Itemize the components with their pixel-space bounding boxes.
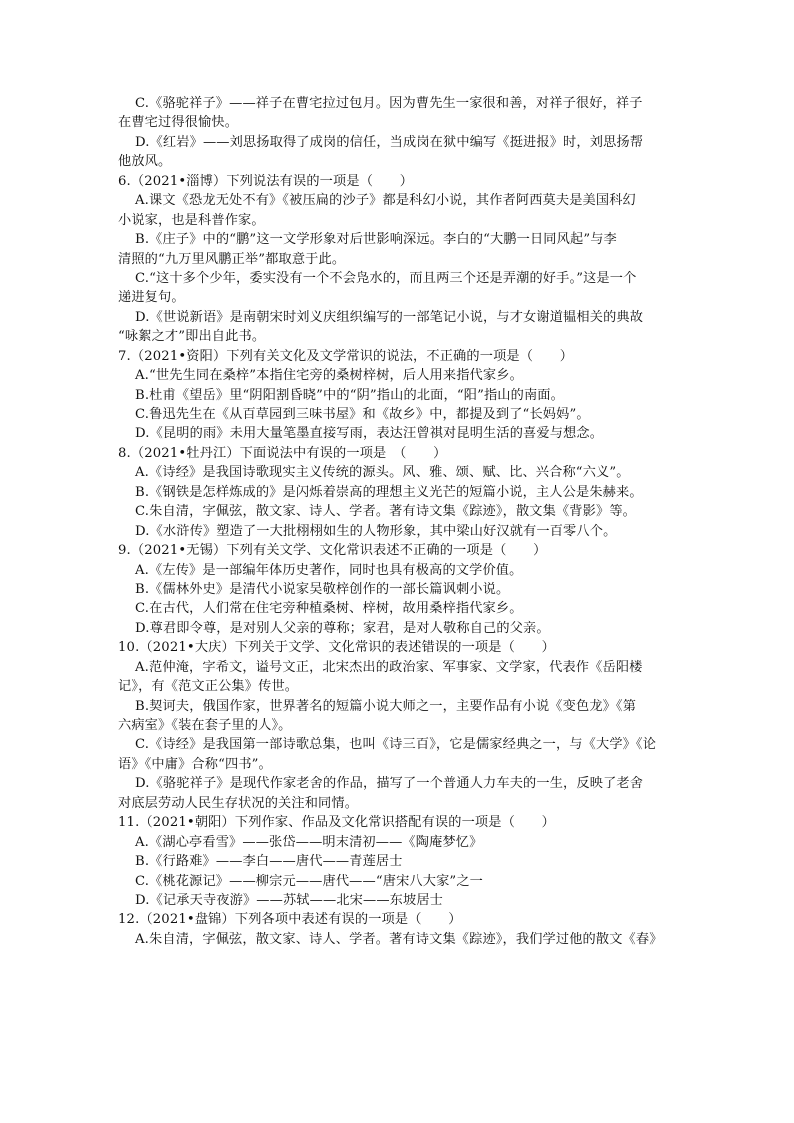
option-line: B.杜甫《望岳》里“阴阳割昏晓”中的“阴”指山的北面，“阳”指山的南面。 [135,387,564,403]
continuation-line: 语》《中庸》合称“四书”。 [118,756,272,772]
option-line: C.《骆驼祥子》——祥子在曹宅拉过包月。因为曹先生一家很和善，对祥子很好，祥子 [135,96,643,111]
option-line: D.《水浒传》塑造了一大批栩栩如生的人物形象，其中梁山好汉就有一百零八个。 [135,523,617,539]
question-line: 11.（2021•朝阳）下列作家、作品及文化常识搭配有误的一项是（ ） [118,815,555,831]
continuation-line: 小说家，也是科普作家。 [118,212,265,228]
option-line: D.《记承天寺夜游》——苏轼——北宋——东坡居士 [135,892,444,908]
option-line: A.“世先生同在桑梓”本指住宅旁的桑树梓树，后人用来指代家乡。 [135,368,523,384]
option-line: A.课文《恐龙无处不有》《被压扁的沙子》都是科幻小说，其作者阿西莫夫是美国科幻 [135,193,636,209]
option-line: D.尊君即令尊，是对别人父亲的尊称；家君，是对人敬称自己的父亲。 [135,620,550,636]
option-line: A.《诗经》是我国诗歌现实主义传统的源头。风、雅、颂、赋、比、兴合称“六义”。 [135,465,630,481]
continuation-line: 六病室》《装在套子里的人》。 [118,718,292,733]
question-line: 8.（2021•牡丹江）下面说法中有误的一项是 （ ） [118,445,447,461]
option-line: A.朱自清，字佩弦，散文家、诗人、学者。著有诗文集《踪迹》，我们学过他的散文《春》 [135,931,663,947]
continuation-line: “咏絮之才”即出自此书。 [118,329,266,345]
continuation-line: 记》，有《范文正公集》传世。 [118,679,299,695]
continuation-line: 对底层劳动人民生存状况的关注和同情。 [118,795,359,811]
option-line: C.“这十多个少年，委实没有一个不会凫水的，而且两三个还是弄潮的好手。”这是一个 [135,270,637,286]
option-line: C.《桃花源记》——柳宗元——唐代——“唐宋八大家”之一 [135,873,483,889]
continuation-line: 清照的“九万里风鹏正举”都取意于此。 [118,251,346,267]
option-line: B.《庄子》中的“鹏”这一文学形象对后世影响深远。李白的“大鹏一日同风起”与李 [135,232,617,248]
continuation-line: 递进复句。 [118,290,185,306]
option-line: D.《世说新语》是南朝宋时刘义庆组织编写的一部笔记小说，与才女谢道韫相关的典故 [135,309,644,325]
option-line: D.《红岩》——刘思扬取得了成岗的信任，当成岗在狱中编写《挺进报》时，刘思扬帮 [135,134,644,150]
question-line: 7.（2021•资阳）下列有关文化及文学常识的说法，不正确的一项是（ ） [118,348,574,364]
option-line: C.在古代，人们常在住宅旁种植桑树、梓树，故用桑梓指代家乡。 [135,601,523,617]
option-line: A.《左传》是一部编年体历史著作，同时也具有极高的文学价值。 [135,562,523,578]
question-line: 10.（2021•大庆）下列关于文学、文化常识的表述错误的一项是（ ） [118,640,555,656]
option-line: A.范仲淹，字希文，谥号文正，北宋杰出的政治家、军事家、文学家，代表作《岳阳楼 [135,659,643,675]
option-line: B.《行路难》——李白——唐代——青莲居士 [135,854,403,870]
option-line: D.《昆明的雨》未用大量笔墨直接写雨，表达汪曾祺对昆明生活的喜爱与想念。 [135,426,604,442]
option-line: C.鲁迅先生在《从百草园到三味书屋》和《故乡》中，都提及到了“长妈妈”。 [135,407,590,422]
question-line: 6.（2021•淄博）下列说法有误的一项是（ ） [118,173,414,189]
option-line: C.朱自清，字佩弦，散文家、诗人、学者。著有诗文集《踪迹》，散文集《背影》等。 [135,504,636,520]
option-line: A.《湖心亭看雪》——张岱——明末清初——《陶庵梦忆》 [135,834,483,850]
option-line: B.契诃夫，俄国作家，世界著名的短篇小说大师之一，主要作品有小说《变色龙》《第 [135,698,637,714]
question-line: 12.（2021•盘锦）下列各项中表述有误的一项是（ ） [118,912,462,928]
option-line: C.《诗经》是我国第一部诗歌总集，也叫《诗三百》，它是儒家经典之一，与《大学》《论 [135,737,657,753]
option-line: B.《儒林外史》是清代小说家吴敬梓创作的一部长篇讽刺小说。 [135,581,510,597]
continuation-line: 在曹宅过得很愉快。 [118,115,239,131]
option-line: D.《骆驼祥子》是现代作家老舍的作品，描写了一个普通人力车夫的一生，反映了老舍 [135,776,644,792]
question-line: 9.（2021•无锡）下列有关文学、文化常识表述不正确的一项是（ ） [118,543,547,559]
option-line: B.《钢铁是怎样炼成的》是闪烁着崇高的理想主义光芒的短篇小说，主人公是朱赫来。 [135,484,643,500]
continuation-line: 他放风。 [118,154,172,170]
